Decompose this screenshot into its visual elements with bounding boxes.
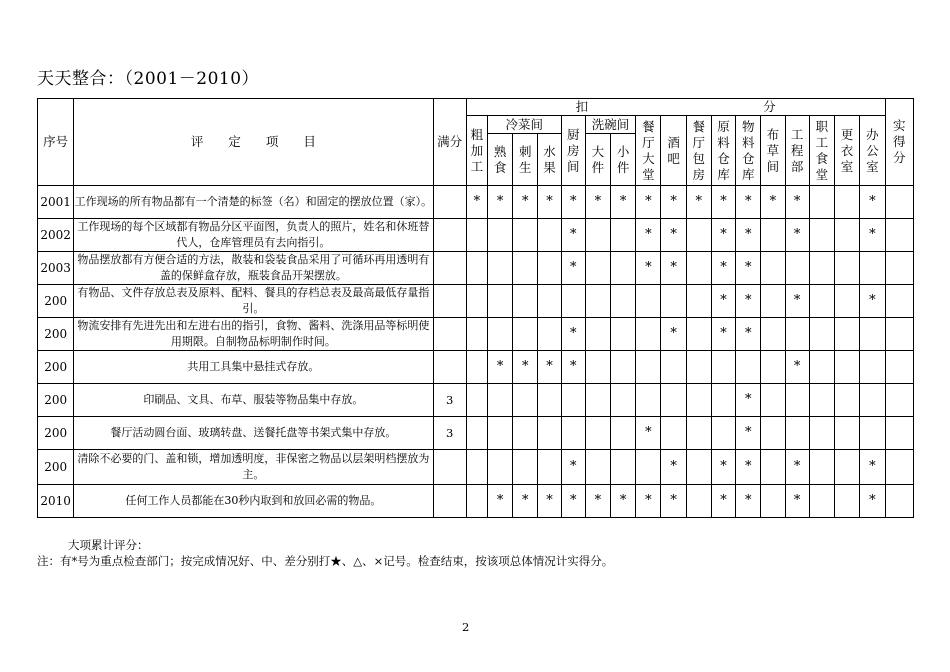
mark-cell [834,219,859,252]
mark-cell [809,450,834,485]
mark-cell: * [561,219,585,252]
mark-cell [686,485,711,518]
table-row [38,485,914,518]
header-col-11: 原 料 仓 库 [711,116,735,186]
mark-cell [585,285,610,318]
header-col-1: 粗 加 工 [466,116,487,186]
mark-cell [487,417,512,450]
mark-cell [636,318,661,351]
table-row [38,285,914,318]
header-col-15: 职 工 食 堂 [809,116,834,186]
row-full-score: 3 [433,417,466,450]
header-item: 评 定 项 目 [74,99,433,186]
mark-cell [809,252,834,285]
row-number: 200 [38,318,74,351]
mark-cell [809,485,834,518]
mark-cell [585,351,610,384]
mark-cell: * [513,351,538,384]
mark-cell: * [636,417,661,450]
mark-cell [513,417,538,450]
mark-cell [711,417,735,450]
mark-cell: * [561,351,585,384]
row-actual-score [885,384,913,417]
mark-cell [834,450,859,485]
mark-cell [761,351,785,384]
mark-cell [611,351,636,384]
row-full-score [433,285,466,318]
row-actual-score [885,318,913,351]
header-col-13: 布 草 间 [761,116,785,186]
mark-cell [636,285,661,318]
header-actual: 实 得 分 [885,99,913,186]
mark-cell: * [785,186,809,219]
mark-cell [686,384,711,417]
mark-cell [636,450,661,485]
page-title: 天天整合：（2001－2010） [37,69,260,89]
header-col-3: 刺 生 [513,134,538,186]
mark-cell [538,252,561,285]
row-item: 任何工作人员都能在30秒内取到和放回必需的物品。 [74,485,433,518]
mark-cell: * [661,219,686,252]
mark-cell [834,252,859,285]
row-item: 印刷品、文具、布草、服装等物品集中存放。 [74,384,433,417]
header-col-8: 餐 厅 大 堂 [636,116,661,186]
row-number: 200 [38,384,74,417]
mark-cell: * [561,450,585,485]
row-full-score [433,186,466,219]
row-full-score [433,450,466,485]
header-col-4: 水 果 [538,134,561,186]
mark-cell [487,252,512,285]
mark-cell [686,351,711,384]
page-number: 2 [462,620,470,634]
mark-cell [487,219,512,252]
mark-cell [860,252,885,285]
mark-cell [661,417,686,450]
mark-cell: * [711,485,735,518]
mark-cell: * [785,351,809,384]
mark-cell [686,285,711,318]
mark-cell: * [538,485,561,518]
mark-cell [809,417,834,450]
mark-cell [487,285,512,318]
mark-cell: * [636,485,661,518]
footnote: 注：有*号为重点检查部门；按完成情况好、中、差分别打★、△、×记号。检查结束，按该项总体情况计实得分。 [37,554,614,568]
row-item: 有物品、文件存放总表及原料、配料、餐具的存档总表及最高最低存量指引。 [74,285,433,318]
mark-cell: * [785,285,809,318]
mark-cell [711,351,735,384]
header-col-9: 酒 吧 [661,116,686,186]
table-row [38,450,914,485]
row-actual-score [885,417,913,450]
mark-cell: * [736,318,761,351]
mark-cell [636,384,661,417]
mark-cell [538,285,561,318]
header-group-wash: 洗碗间 [585,116,635,134]
row-item: 物流安排有先进先出和左进右出的指引，食物、酱料、洗涤用品等标明使用期限。自制物品标明制作时间。 [74,318,433,351]
mark-cell [466,384,487,417]
table-row [38,219,914,252]
mark-cell: * [711,318,735,351]
mark-cell: * [860,219,885,252]
mark-cell [611,450,636,485]
mark-cell [585,417,610,450]
mark-cell [834,485,859,518]
mark-cell: * [466,186,487,219]
mark-cell [834,285,859,318]
mark-cell [661,384,686,417]
mark-cell [611,252,636,285]
mark-cell: * [636,186,661,219]
row-item: 工作现场的所有物品都有一个清楚的标签（名）和固定的摆放位置（家）。 [74,186,433,219]
mark-cell [809,285,834,318]
table-row [38,186,914,219]
row-item: 共用工具集中悬挂式存放。 [74,351,433,384]
mark-cell: * [736,219,761,252]
header-col-16: 更 衣 室 [834,116,859,186]
header-group-cold: 冷菜间 [487,116,561,134]
mark-cell [736,351,761,384]
row-number: 2010 [38,485,74,518]
mark-cell [785,318,809,351]
mark-cell: * [736,450,761,485]
mark-cell [661,285,686,318]
mark-cell [761,318,785,351]
mark-cell [466,485,487,518]
mark-cell [513,252,538,285]
mark-cell [860,318,885,351]
header-no: 序号 [38,99,74,186]
mark-cell [636,351,661,384]
mark-cell: * [711,186,735,219]
mark-cell [809,318,834,351]
mark-cell: * [711,252,735,285]
mark-cell: * [487,351,512,384]
mark-cell: * [661,450,686,485]
mark-cell [686,417,711,450]
header-col-17: 办 公 室 [860,116,885,186]
mark-cell [761,417,785,450]
mark-cell [585,219,610,252]
mark-cell [466,285,487,318]
mark-cell [809,186,834,219]
mark-cell: * [736,485,761,518]
mark-cell [809,219,834,252]
mark-cell: * [487,186,512,219]
mark-cell [513,219,538,252]
mark-cell: * [487,485,512,518]
mark-cell [761,285,785,318]
row-item: 工作现场的每个区域都有物品分区平面图，负责人的照片，姓名和休班替代人，仓库管理员有去向指引。 [74,219,433,252]
mark-cell [466,351,487,384]
mark-cell [513,318,538,351]
row-actual-score [885,450,913,485]
table-row [38,318,914,351]
mark-cell: * [785,450,809,485]
mark-cell: * [860,450,885,485]
mark-cell [466,318,487,351]
row-number: 2002 [38,219,74,252]
mark-cell [611,417,636,450]
mark-cell: * [785,485,809,518]
mark-cell [834,318,859,351]
mark-cell [466,252,487,285]
mark-cell: * [561,252,585,285]
mark-cell: * [860,186,885,219]
mark-cell [761,219,785,252]
mark-cell [711,384,735,417]
mark-cell [761,384,785,417]
table-row [38,384,914,417]
mark-cell: * [661,318,686,351]
mark-cell: * [860,485,885,518]
mark-cell [611,384,636,417]
header-col-5: 厨 房 间 [561,116,585,186]
row-actual-score [885,285,913,318]
mark-cell [538,219,561,252]
table-row [38,417,914,450]
mark-cell [860,384,885,417]
mark-cell [466,417,487,450]
row-item: 清除不必要的门、盖和锁，增加透明度，非保密之物品以层架明档摆放为主。 [74,450,433,485]
row-actual-score [885,186,913,219]
mark-cell [561,285,585,318]
header-col-6: 大 件 [585,134,610,186]
row-actual-score [885,219,913,252]
mark-cell: * [585,485,610,518]
mark-cell [513,450,538,485]
mark-cell [834,417,859,450]
mark-cell [513,285,538,318]
row-number: 200 [38,450,74,485]
header-col-10: 餐 厅 包 房 [686,116,711,186]
mark-cell [561,384,585,417]
mark-cell: * [561,485,585,518]
row-full-score [433,485,466,518]
header-full: 满分 [433,99,466,186]
mark-cell [761,252,785,285]
mark-cell: * [736,417,761,450]
mark-cell [686,450,711,485]
mark-cell [538,450,561,485]
table-row [38,252,914,285]
mark-cell [513,384,538,417]
row-full-score: 3 [433,384,466,417]
row-full-score [433,318,466,351]
header-col-2: 熟 食 [487,134,512,186]
mark-cell: * [785,219,809,252]
mark-cell [611,318,636,351]
mark-cell: * [711,285,735,318]
mark-cell [761,485,785,518]
mark-cell: * [585,186,610,219]
mark-cell: * [736,186,761,219]
mark-cell [809,351,834,384]
mark-cell: * [513,186,538,219]
mark-cell [686,318,711,351]
row-item: 餐厅活动圆台面、玻璃转盘、送餐托盘等书架式集中存放。 [74,417,433,450]
row-number: 2001 [38,186,74,219]
row-number: 200 [38,285,74,318]
mark-cell: * [561,318,585,351]
mark-cell: * [711,450,735,485]
mark-cell: * [538,186,561,219]
mark-cell [686,219,711,252]
mark-cell: * [711,219,735,252]
mark-cell: * [636,219,661,252]
mark-cell: * [636,252,661,285]
mark-cell [585,318,610,351]
mark-cell [785,384,809,417]
mark-cell [611,219,636,252]
mark-cell [538,318,561,351]
mark-cell: * [538,351,561,384]
mark-cell [538,417,561,450]
row-number: 200 [38,417,74,450]
mark-cell [785,252,809,285]
mark-cell [761,450,785,485]
mark-cell [834,186,859,219]
mark-cell [834,351,859,384]
mark-cell: * [761,186,785,219]
row-actual-score [885,351,913,384]
mark-cell [585,450,610,485]
mark-cell [809,384,834,417]
mark-cell: * [561,186,585,219]
row-full-score [433,252,466,285]
mark-cell [538,384,561,417]
mark-cell [661,351,686,384]
mark-cell [487,318,512,351]
mark-cell: * [661,252,686,285]
evaluation-table [37,98,914,518]
mark-cell: * [611,485,636,518]
mark-cell [834,384,859,417]
row-number: 2003 [38,252,74,285]
mark-cell [561,417,585,450]
mark-cell [487,384,512,417]
table-row [38,351,914,384]
header-deduct: 扣 分 [466,99,885,116]
row-number: 200 [38,351,74,384]
mark-cell: * [736,285,761,318]
mark-cell: * [736,384,761,417]
row-item: 物品摆放都有方便合适的方法，散装和袋装食品采用了可循环再用透明有盖的保鲜盒存放，瓶装食品开架摆放。 [74,252,433,285]
header-col-7: 小 件 [611,134,636,186]
row-actual-score [885,252,913,285]
row-actual-score [885,485,913,518]
mark-cell [686,252,711,285]
header-col-14: 工 程 部 [785,116,809,186]
mark-cell [585,384,610,417]
mark-cell: * [736,252,761,285]
mark-cell [466,219,487,252]
row-full-score [433,351,466,384]
summary-label: 大项累计评分： [68,538,149,552]
mark-cell [585,252,610,285]
mark-cell [487,450,512,485]
row-full-score [433,219,466,252]
mark-cell: * [686,186,711,219]
mark-cell: * [513,485,538,518]
mark-cell [860,351,885,384]
mark-cell [611,285,636,318]
mark-cell: * [661,186,686,219]
mark-cell [785,417,809,450]
mark-cell: * [661,485,686,518]
mark-cell [466,450,487,485]
header-col-12: 物 料 仓 库 [736,116,761,186]
mark-cell: * [860,285,885,318]
mark-cell [860,417,885,450]
mark-cell: * [611,186,636,219]
